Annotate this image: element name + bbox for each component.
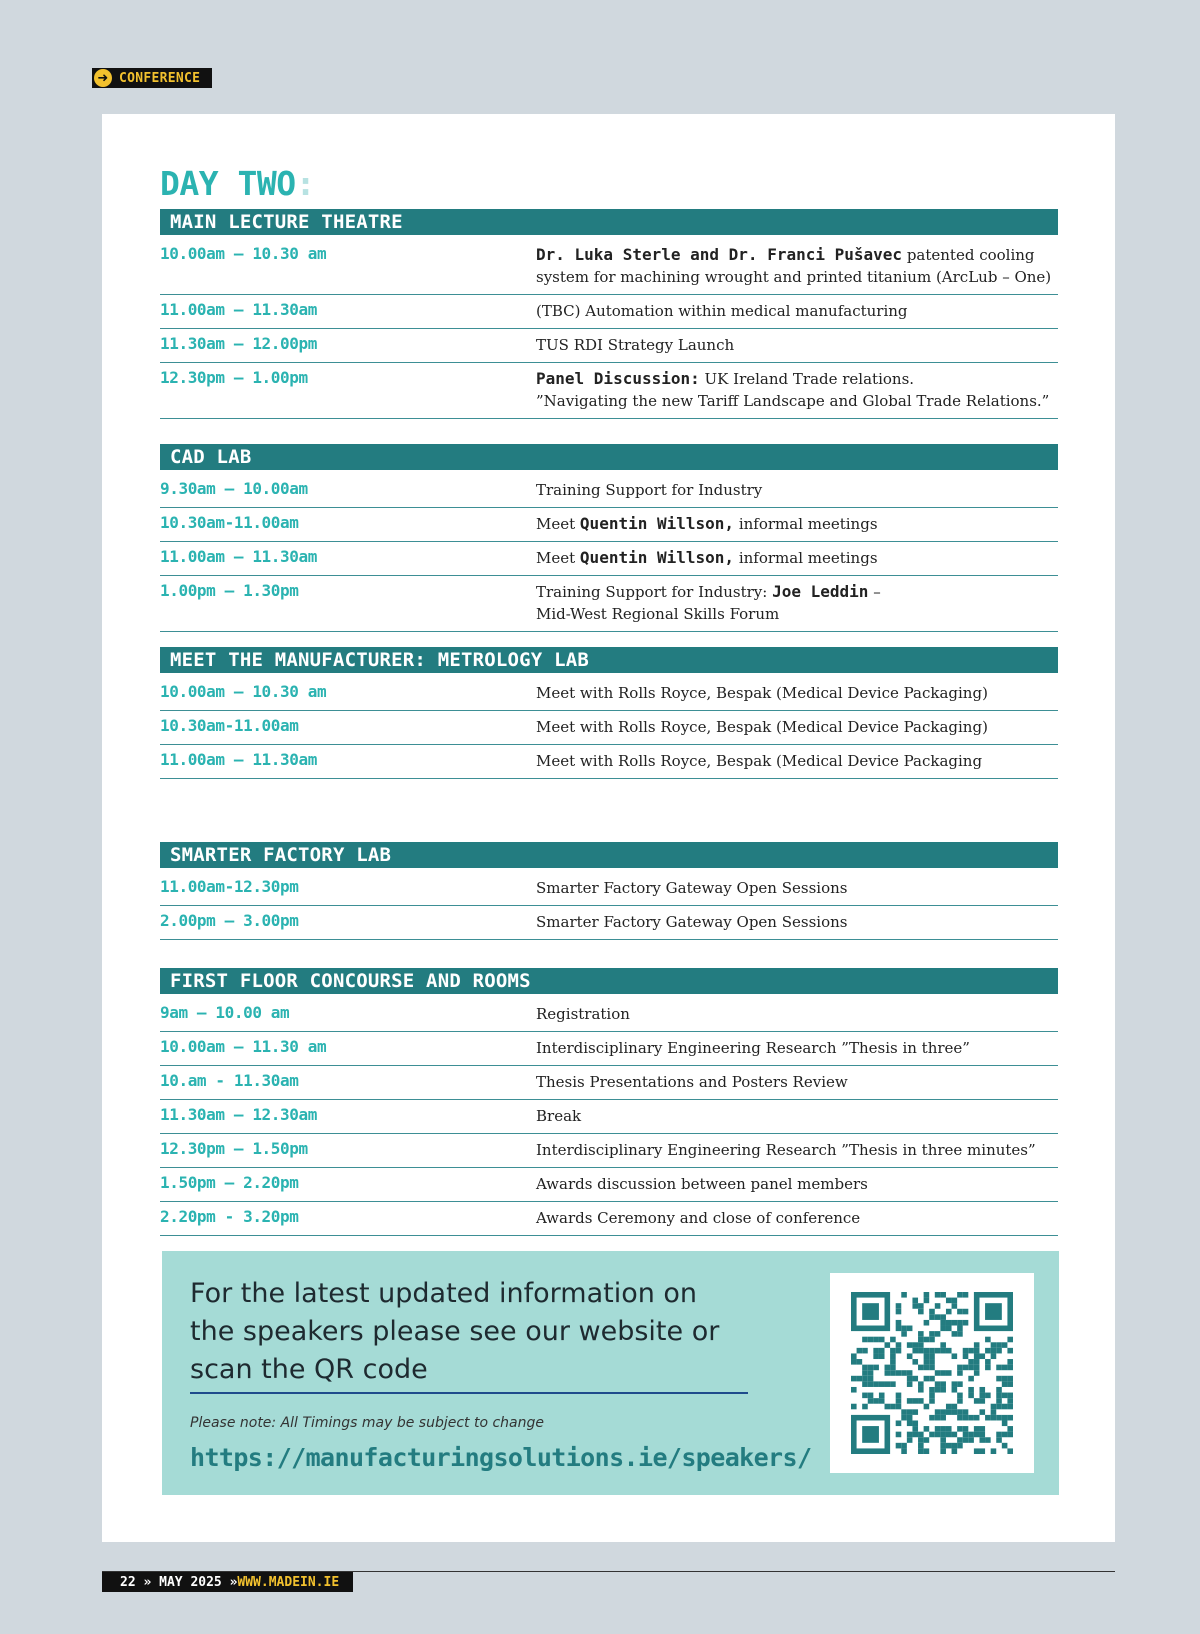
session-text: Meet with Rolls Royce, Bespak (Medical Device Packaging xyxy=(536,752,983,770)
session-speaker: Quentin Willson, xyxy=(579,548,735,567)
session-description xyxy=(536,911,1058,933)
section-header: FIRST FLOOR CONCOURSE AND ROOMS xyxy=(160,968,1058,994)
session-text: Mid-West Regional Skills Forum xyxy=(536,605,780,623)
day-title-colon: : xyxy=(295,164,315,203)
session-description xyxy=(536,1037,1058,1059)
schedule-row xyxy=(160,329,1058,363)
session-time: 2.20pm - 3.20pm xyxy=(160,1207,299,1226)
session-time: 1.50pm – 2.20pm xyxy=(160,1173,299,1192)
session-description xyxy=(536,1139,1058,1161)
session-text: Thesis Presentations and Posters Review xyxy=(536,1073,848,1091)
qr-code-icon xyxy=(851,1292,1013,1454)
session-text: Meet with Rolls Royce, Bespak (Medical Device Packaging) xyxy=(536,684,988,702)
day-title xyxy=(160,164,315,203)
session-description xyxy=(536,877,1058,899)
footer-website: WWW.MADEIN.IE xyxy=(237,1574,340,1590)
session-description xyxy=(536,368,1058,412)
session-speaker: Joe Leddin xyxy=(772,582,869,601)
session-time: 10.00am – 10.30 am xyxy=(160,244,327,263)
schedule-page xyxy=(102,114,1115,1542)
session-speaker: Panel Discussion: xyxy=(536,369,700,388)
session-text: Interdisciplinary Engineering Research ”Thesis in three” xyxy=(536,1039,970,1057)
session-text: TUS RDI Strategy Launch xyxy=(536,336,735,354)
session-description xyxy=(536,244,1058,288)
session-time: 10.am - 11.30am xyxy=(160,1071,299,1090)
qr-code[interactable] xyxy=(830,1273,1034,1473)
arrow-right-icon: ➜ xyxy=(94,69,112,87)
schedule-row xyxy=(160,872,1058,906)
section-header: CAD LAB xyxy=(160,444,1058,470)
session-text: Training Support for Industry: xyxy=(536,583,773,601)
session-time: 11.00am – 11.30am xyxy=(160,300,317,319)
schedule-row xyxy=(160,711,1058,745)
session-text: Meet with Rolls Royce, Bespak (Medical Device Packaging) xyxy=(536,718,988,736)
session-description xyxy=(536,1105,1058,1127)
session-description xyxy=(536,1071,1058,1093)
schedule-row xyxy=(160,1032,1058,1066)
day-title-text: DAY TWO xyxy=(160,164,296,203)
schedule-row xyxy=(160,1066,1058,1100)
section-tag xyxy=(92,68,212,88)
info-line: scan the QR code xyxy=(190,1354,428,1385)
session-text: patented cooling system for machining wrought and printed titanium (ArcLub – One) xyxy=(536,246,1052,286)
session-time: 11.00am – 11.30am xyxy=(160,750,317,769)
schedule-row xyxy=(160,1100,1058,1134)
session-text: Training Support for Industry xyxy=(536,481,763,499)
section-header: MAIN LECTURE THEATRE xyxy=(160,209,1058,235)
session-time: 10.30am-11.00am xyxy=(160,716,299,735)
schedule-row xyxy=(160,508,1058,542)
session-time: 11.00am – 11.30am xyxy=(160,547,317,566)
schedule-section xyxy=(160,444,1058,632)
session-text: Smarter Factory Gateway Open Sessions xyxy=(536,913,848,931)
session-text: Awards Ceremony and close of conference xyxy=(536,1209,861,1227)
session-time: 9am – 10.00 am xyxy=(160,1003,290,1022)
session-text: Interdisciplinary Engineering Research ”Thesis in three minutes” xyxy=(536,1141,1036,1159)
session-description xyxy=(536,716,1058,738)
session-text: informal meetings xyxy=(734,515,878,533)
schedule-row xyxy=(160,1202,1058,1236)
session-time: 11.00am-12.30pm xyxy=(160,877,299,896)
schedule-row xyxy=(160,1134,1058,1168)
footer-page-info: 22 » MAY 2025 » xyxy=(120,1574,238,1590)
session-description xyxy=(536,547,1058,569)
session-text: Smarter Factory Gateway Open Sessions xyxy=(536,879,848,897)
session-description xyxy=(536,1003,1058,1025)
session-time: 10.00am – 11.30 am xyxy=(160,1037,327,1056)
footer xyxy=(102,1572,353,1592)
session-description xyxy=(536,581,1058,625)
session-text: Meet xyxy=(536,515,580,533)
session-time: 1.00pm – 1.30pm xyxy=(160,581,299,600)
session-text: (TBC) Automation within medical manufacturing xyxy=(536,302,908,320)
section-header: SMARTER FACTORY LAB xyxy=(160,842,1058,868)
schedule-row xyxy=(160,542,1058,576)
session-time: 2.00pm – 3.00pm xyxy=(160,911,299,930)
timings-note: Please note: All Timings may be subject to change xyxy=(190,1415,544,1431)
session-time: 12.30pm – 1.00pm xyxy=(160,368,308,387)
info-box xyxy=(162,1251,1059,1495)
schedule-section xyxy=(160,209,1058,419)
session-text: Break xyxy=(536,1107,582,1125)
session-text: UK Ireland Trade relations. xyxy=(699,370,915,388)
info-line: For the latest updated information on xyxy=(190,1278,698,1309)
schedule-row xyxy=(160,576,1058,632)
session-time: 10.30am-11.00am xyxy=(160,513,299,532)
speakers-link[interactable]: https://manufacturingsolutions.ie/speakers/ xyxy=(190,1443,812,1472)
schedule-section xyxy=(160,647,1058,779)
session-time: 11.30am – 12.30am xyxy=(160,1105,317,1124)
schedule-row xyxy=(160,239,1058,295)
session-speaker: Dr. Luka Sterle and Dr. Franci Pušavec xyxy=(536,245,903,264)
session-text: informal meetings xyxy=(734,549,878,567)
session-time: 12.30pm – 1.50pm xyxy=(160,1139,308,1158)
schedule-row xyxy=(160,474,1058,508)
session-description xyxy=(536,1207,1058,1229)
session-description xyxy=(536,334,1058,356)
session-time: 9.30am – 10.00am xyxy=(160,479,308,498)
session-description xyxy=(536,479,1058,501)
schedule-row xyxy=(160,745,1058,779)
section-tag-label: CONFERENCE xyxy=(119,70,201,86)
info-box-text xyxy=(190,1275,750,1389)
session-description xyxy=(536,1173,1058,1195)
session-text: – xyxy=(868,583,881,601)
section-header: MEET THE MANUFACTURER: METROLOGY LAB xyxy=(160,647,1058,673)
session-description xyxy=(536,682,1058,704)
schedule-row xyxy=(160,677,1058,711)
session-speaker: Quentin Willson, xyxy=(579,514,735,533)
session-time: 11.30am – 12.00pm xyxy=(160,334,317,353)
info-line: the speakers please see our website or xyxy=(190,1316,720,1347)
session-description xyxy=(536,513,1058,535)
schedule-row xyxy=(160,998,1058,1032)
session-text: ”Navigating the new Tariff Landscape and Global Trade Relations.” xyxy=(536,392,1050,410)
schedule-section xyxy=(160,842,1058,940)
schedule-row xyxy=(160,295,1058,329)
schedule-section xyxy=(160,968,1058,1236)
schedule-row xyxy=(160,363,1058,419)
schedule-row xyxy=(160,1168,1058,1202)
session-description xyxy=(536,300,1058,322)
divider xyxy=(190,1392,748,1394)
schedule-row xyxy=(160,906,1058,940)
session-text: Registration xyxy=(536,1005,630,1023)
session-text: Awards discussion between panel members xyxy=(536,1175,868,1193)
session-time: 10.00am – 10.30 am xyxy=(160,682,327,701)
session-description xyxy=(536,750,1058,772)
session-text: Meet xyxy=(536,549,580,567)
